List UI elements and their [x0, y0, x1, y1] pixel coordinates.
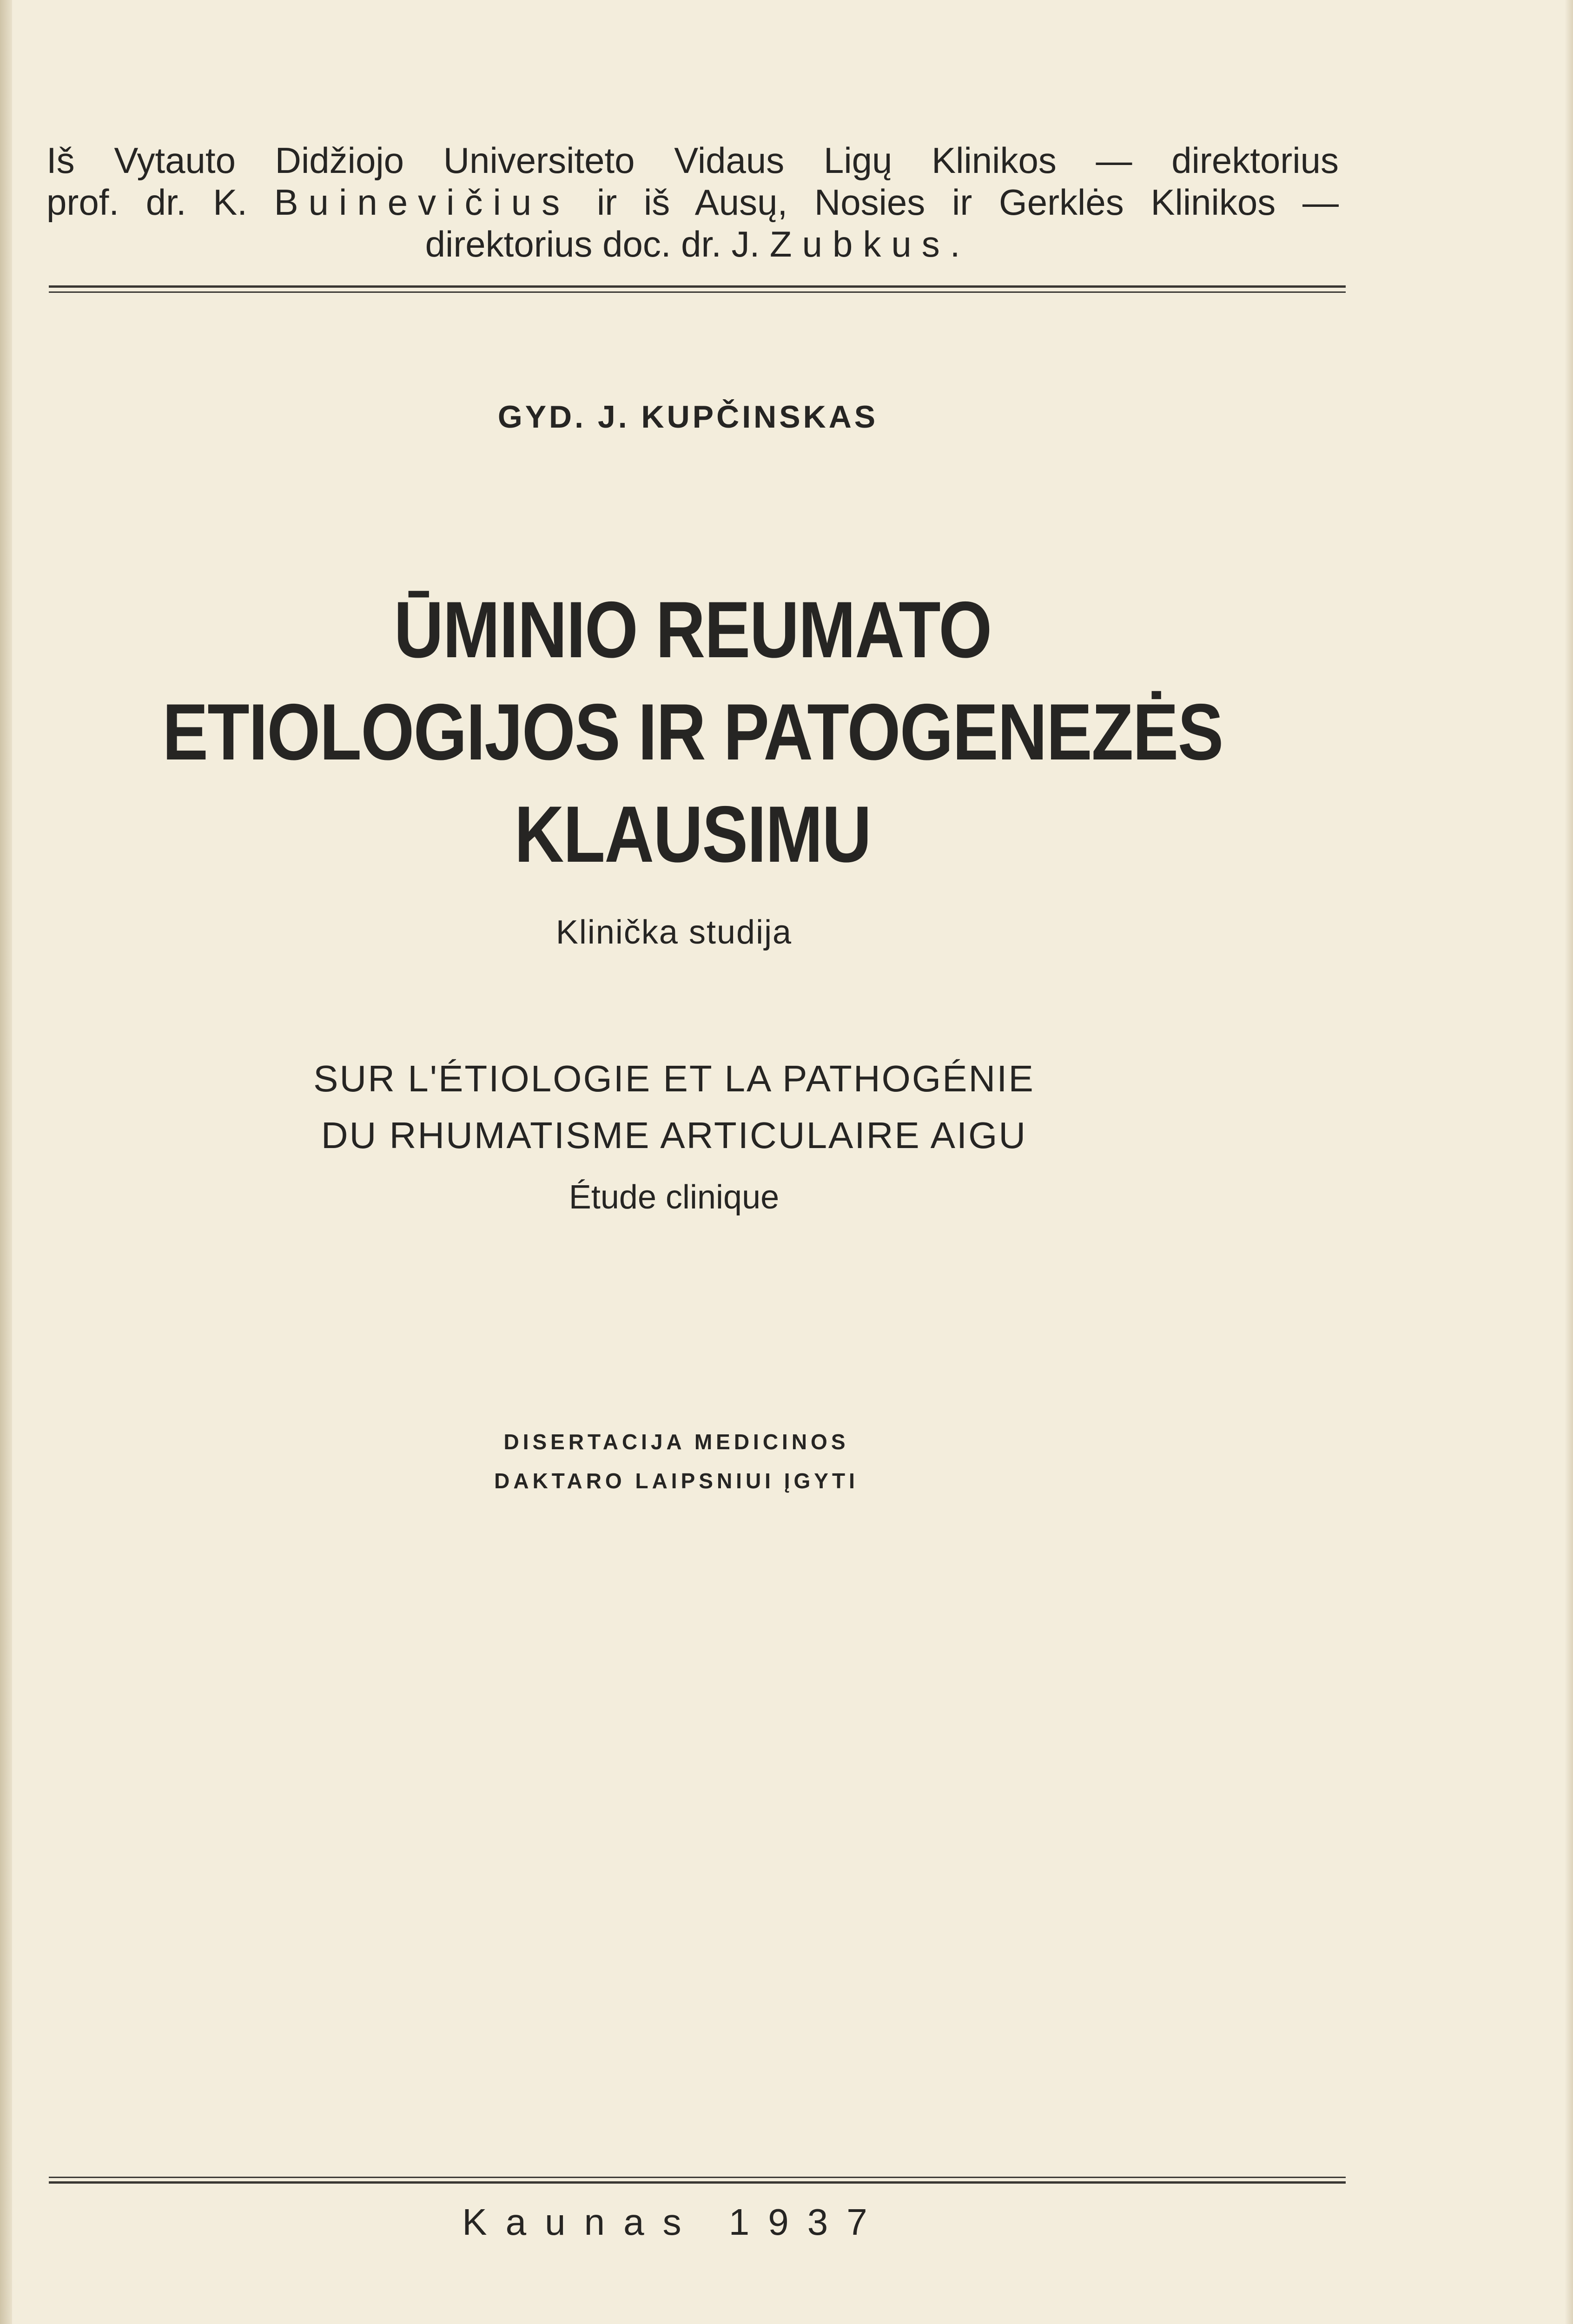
french-title [0, 1050, 1348, 1164]
french-subtitle: Étude clinique [568, 1179, 780, 1216]
header-rule-top [49, 285, 1346, 288]
institution-line-1: Iš Vytauto Didžiojo Universiteto Vidaus Ligų Klinikos — direktorius [46, 140, 1339, 181]
footer-rule-bottom [49, 2181, 1346, 2184]
footer-rule-top [49, 2177, 1346, 2178]
institution-line-2-suffix: ir iš Ausų, Nosies ir Gerklės Klinikos — [570, 182, 1339, 223]
french-title-line-1: SUR L'ÉTIOLOGIE ET LA PATHOGÉNIE [313, 1058, 1035, 1099]
institution-line-3 [46, 223, 1339, 265]
page-right-edge [1565, 0, 1573, 2324]
dissertation-line-1: DISERTACIJA MEDICINOS [503, 1430, 849, 1454]
dissertation-line-2: DAKTARO LAIPSNIUI ĮGYTI [494, 1469, 859, 1493]
institution-line-3-suffix: . [950, 224, 960, 264]
main-title [97, 579, 1289, 885]
institution-line-3-prefix: direktorius doc. dr. J. [425, 224, 770, 264]
place-and-year: Kaunas 1937 [462, 2201, 886, 2243]
author-name: GYD. J. KUPČINSKAS [497, 399, 879, 435]
director-name-zubkus: Zubkus [769, 224, 950, 264]
lithuanian-subtitle: Klinička studija [555, 914, 793, 951]
french-title-line-2: DU RHUMATISME ARTICULAIRE AIGU [321, 1115, 1027, 1156]
main-title-line-1: ŪMINIO REUMATO [394, 585, 991, 674]
institution-header [46, 139, 1339, 265]
main-title-line-3: KLAUSIMU [514, 790, 871, 879]
director-name-buinevicius: Buinevičius [274, 182, 570, 223]
institution-line-2-prefix: prof. dr. K. [46, 182, 274, 223]
dissertation-note [0, 1422, 1353, 1500]
institution-line-2 [46, 181, 1339, 223]
main-title-line-2: ETIOLOGIJOS IR PATOGENEZĖS [162, 687, 1223, 777]
header-rule-bottom [49, 291, 1346, 293]
